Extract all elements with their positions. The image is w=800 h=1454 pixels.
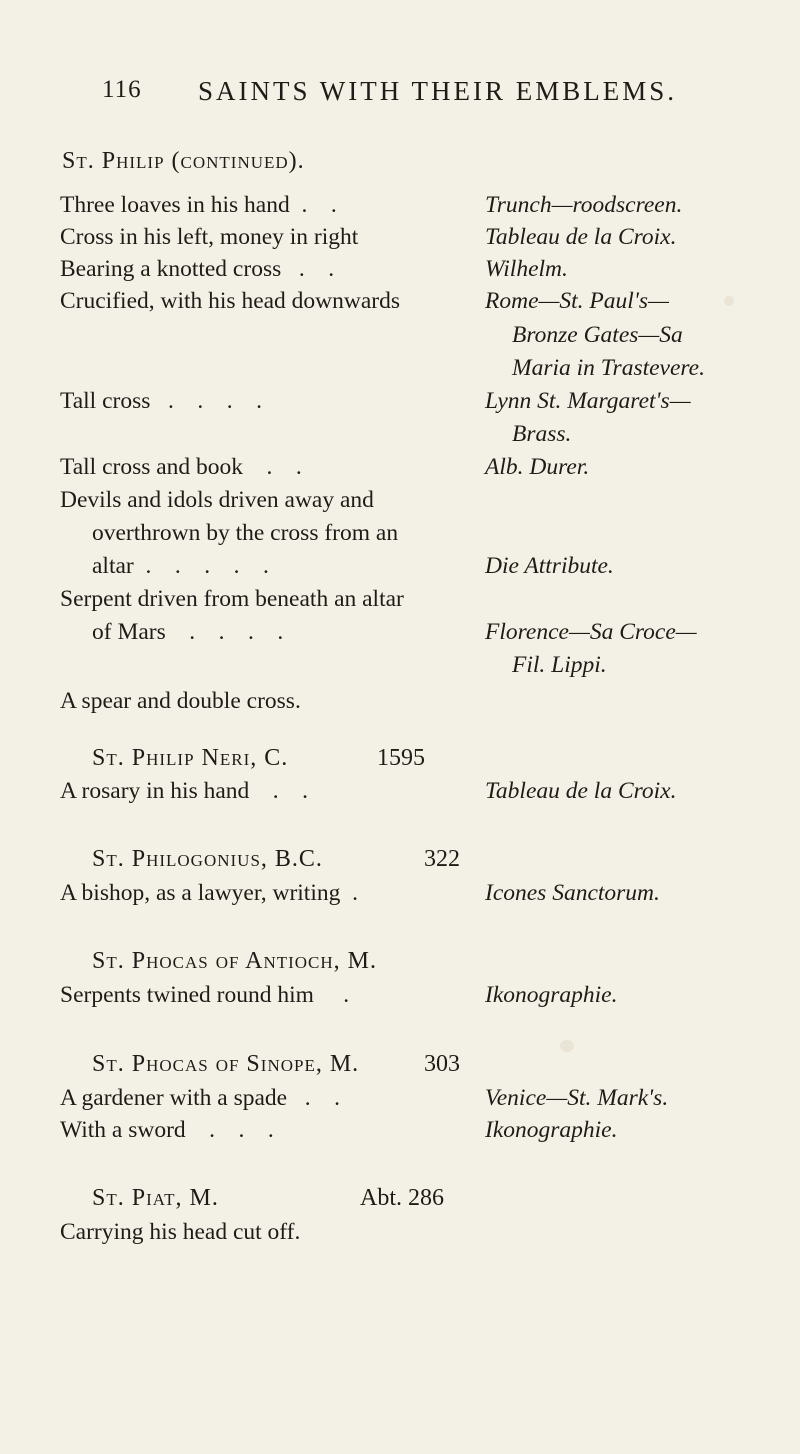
saint-date: Abt. 286	[360, 1185, 444, 1211]
source-text: Wilhelm.	[485, 256, 568, 282]
emblem-text: A gardener with a spade . .	[60, 1085, 340, 1111]
emblem-text: A bishop, as a lawyer, writing .	[60, 880, 358, 906]
entry-heading: St. Phocas of Antioch, M.	[92, 948, 377, 974]
source-text: Tableau de la Croix.	[485, 224, 677, 250]
emblem-text: Bearing a knotted cross . .	[60, 256, 335, 282]
page-number: 116	[102, 76, 142, 103]
page-header	[0, 76, 800, 116]
emblem-text: Crucified, with his head downwards	[60, 288, 401, 314]
emblem-text: Cross in his left, money in right	[60, 224, 359, 250]
emblem-text: Tall cross . . . .	[60, 388, 262, 414]
source-text: Maria in Trastevere.	[512, 355, 705, 381]
emblem-text: overthrown by the cross from an	[92, 520, 399, 546]
saint-name: St. Piat, M.	[92, 1185, 219, 1211]
foxing-spot	[560, 1040, 574, 1052]
entry-heading	[92, 846, 460, 873]
source-text: Fil. Lippi.	[512, 652, 607, 678]
emblem-text: Three loaves in his hand . .	[60, 192, 337, 218]
source-text: Icones Sanctorum.	[485, 880, 660, 906]
emblem-text: Devils and idols driven away and	[60, 487, 374, 513]
entry-heading	[92, 1051, 460, 1078]
saint-date: 322	[424, 846, 460, 872]
saint-date: 1595	[377, 745, 425, 771]
emblem-text: A spear and double cross.	[60, 688, 301, 714]
entry-heading	[92, 745, 425, 772]
source-text: Ikonographie.	[485, 982, 618, 1008]
foxing-spot	[724, 296, 734, 306]
emblem-text: of Mars . . . .	[92, 619, 284, 645]
saint-name: St. Phocas of Sinope, M.	[92, 1051, 360, 1077]
emblem-text: With a sword . . .	[60, 1117, 274, 1143]
entry-heading	[92, 1185, 444, 1212]
emblem-text: A rosary in his hand . .	[60, 778, 309, 804]
emblem-text: Serpent driven from beneath an altar	[60, 586, 404, 612]
source-text: Lynn St. Margaret's—	[485, 388, 691, 414]
source-text: Tableau de la Croix.	[485, 778, 677, 804]
source-text: Brass.	[512, 421, 572, 447]
source-text: Ikonographie.	[485, 1117, 618, 1143]
source-text: Bronze Gates—Sa	[512, 322, 683, 348]
source-text: Rome—St. Paul's—	[485, 288, 669, 314]
saint-name: St. Philogonius, B.C.	[92, 846, 323, 872]
emblem-text: Tall cross and book . .	[60, 454, 302, 480]
source-text: Die Attribute.	[485, 553, 614, 579]
emblem-text: altar . . . . .	[92, 553, 269, 579]
saint-name: St. Philip Neri, C.	[92, 745, 289, 771]
running-title: SAINTS WITH THEIR EMBLEMS.	[198, 76, 678, 106]
source-text: Florence—Sa Croce—	[485, 619, 697, 645]
emblem-text: Carrying his head cut off.	[60, 1219, 301, 1245]
emblem-text: Serpents twined round him .	[60, 982, 350, 1008]
source-text: Trunch—roodscreen.	[485, 192, 683, 218]
source-text: Alb. Durer.	[485, 454, 590, 480]
entry-heading: St. Philip (continued).	[62, 148, 305, 174]
source-text: Venice—St. Mark's.	[485, 1085, 669, 1111]
saint-date: 303	[424, 1051, 460, 1077]
